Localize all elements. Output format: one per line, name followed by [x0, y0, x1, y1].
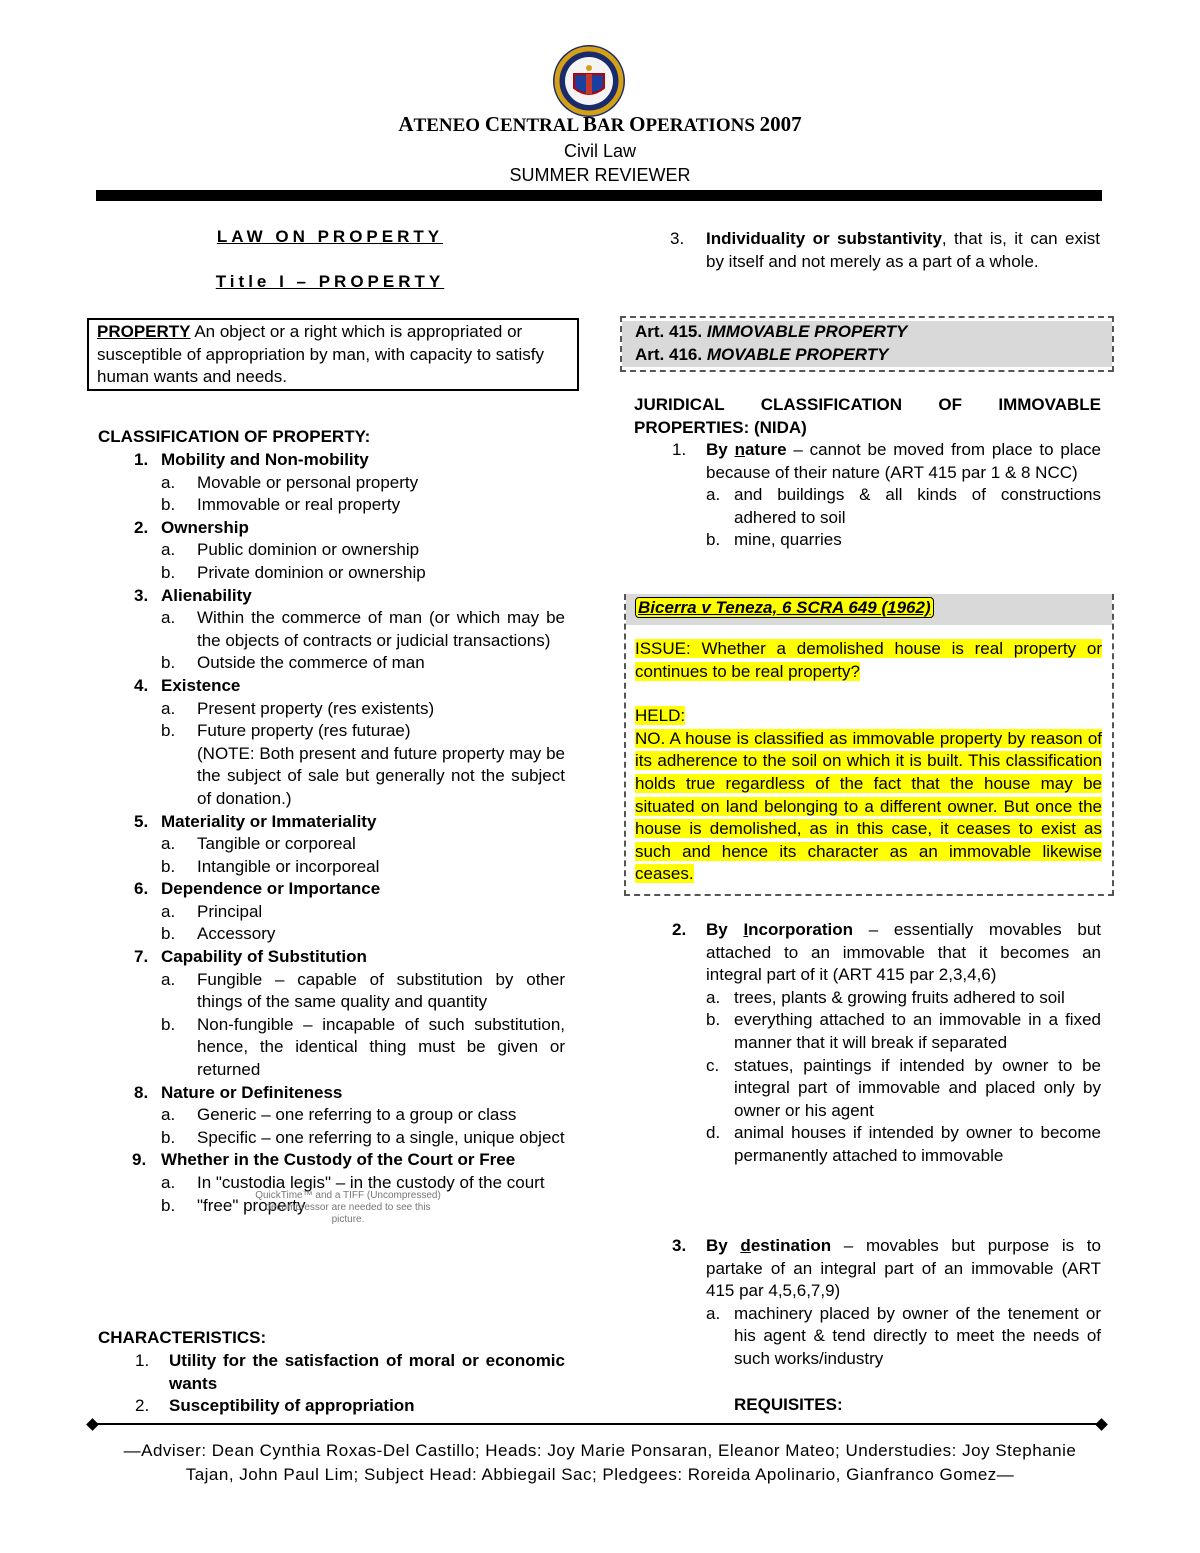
- title-i: Title I – PROPERTY: [215, 272, 445, 291]
- classification-title: 6. Dependence or Importance: [134, 879, 381, 899]
- by-nature-subs: [634, 484, 1101, 552]
- sub-item: b. Accessory: [161, 924, 276, 944]
- sub-item: c. statues, paintings if intended by owner to be integral part of immovable and placed only by owner or his agent: [706, 1055, 1101, 1120]
- classification-heading: CLASSIFICATION OF PROPERTY:: [98, 427, 371, 446]
- sub-item: a. Fungible – capable of substitution by other things of the same quality and quantity: [161, 969, 565, 1012]
- definition-term: PROPERTY: [97, 322, 191, 341]
- sub-item: b. "free" property: [161, 1195, 306, 1215]
- sub-item: a. machinery placed by owner of the tenement or his agent & tend directly to meet the needs of such works/industry: [706, 1303, 1101, 1368]
- by-incorporation-subs: [634, 987, 1101, 1168]
- characteristic-item: 2. Susceptibility of appropriation: [135, 1396, 415, 1416]
- footer-rule: [92, 1423, 1102, 1425]
- characteristics-heading: CHARACTERISTICS:: [98, 1328, 267, 1347]
- by-nature-item: 1. By nature – cannot be moved from place to place because of their nature (ART 415 par 1 & 8 NCC) a. and buildings & all kinds of constructions adhered to soil b. mine, quarries: [634, 439, 1101, 552]
- classification-item: [98, 878, 565, 946]
- header-subject: Civil Law: [563, 141, 637, 161]
- classification-item: [98, 517, 565, 585]
- characteristic-3: 3. Individuality or substantivity, that is, it can exist by itself and not merely as a part of a whole.: [670, 229, 1101, 271]
- law-title: LAW ON PROPERTY: [216, 227, 444, 246]
- classification-list: [98, 449, 565, 1217]
- classification-title: 4. Existence: [134, 675, 241, 695]
- sub-item: b. Future property (res futurae): [161, 721, 411, 741]
- classification-item: [98, 449, 565, 517]
- sub-item: a. Tangible or corporeal: [161, 834, 356, 854]
- sub-item: b. Immovable or real property: [161, 495, 401, 515]
- sub-item: a. Within the commerce of man (or which may be the objects of contracts or judicial transactions): [161, 608, 565, 650]
- classification-title: 3. Alienability: [134, 585, 252, 605]
- case-box: [624, 594, 1114, 896]
- sub-item: a. trees, plants & growing fruits adhered to soil: [706, 987, 1065, 1007]
- sub-item: (NOTE: Both present and future property may be the subject of sale but generally not the subject of donation.): [197, 743, 565, 808]
- footer-diamond-right: [1095, 1418, 1108, 1431]
- by-destination-subs: [634, 1303, 1101, 1371]
- case-title: Bicerra v Teneza, 6 SCRA 649 (1962): [635, 597, 934, 618]
- case-held-label: HELD:: [635, 706, 686, 726]
- classification-title: 7. Capability of Substitution: [134, 947, 367, 967]
- art-415-label: Art. 415.: [635, 322, 707, 341]
- juridical-heading: JURIDICAL CLASSIFICATION OF IMMOVABLE PROPERTIES: (NIDA): [634, 395, 1101, 437]
- sub-item: b. mine, quarries: [706, 530, 842, 550]
- by-incorporation-item: 2. By Incorporation – essentially movables but attached to an immovable that it becomes an integral part of it (ART 415 par 2,3,4,6) a. trees, plants & growing fruits adhered to soil b. everything attached to an immovable in a fixed manner that it will break if separated c. statues, paintings if intended by owner to be integral part of immovable and placed only by owner or his agent d. animal houses if intended by owner to become permanently attached to immovable: [634, 919, 1101, 1168]
- sub-item: b. Outside the commerce of man: [161, 653, 425, 673]
- case-issue: ISSUE: Whether a demolished house is real property or continues to be real property?: [635, 639, 1102, 681]
- classification-title: 2. Ownership: [134, 517, 249, 537]
- sub-item: d. animal houses if intended by owner to become permanently attached to immovable: [706, 1123, 1101, 1165]
- sub-item: a. Present property (res existents): [161, 698, 435, 718]
- sub-item: a. In "custodia legis" – in the custody of the court: [161, 1173, 545, 1192]
- case-held-text: NO. A house is classified as immovable property by reason of its adherence to the soil on which it is built. This classification holds true regardless of the fact that the house may be situated on land belonging to a different owner. But once the house is demolished, as in this case, it ceases to exist as such and hence its character as an immovable likewise ceases.: [635, 728, 1102, 884]
- sub-item: a. and buildings & all kinds of constructions adhered to soil: [706, 485, 1101, 527]
- quicktime-placeholder: QuickTime™ and a TIFF (Uncompressed) decompressor are needed to see this picture.: [255, 1190, 441, 1225]
- sub-item: b. everything attached to an immovable in a fixed manner that it will break if separated: [706, 1010, 1101, 1052]
- classification-title: 1. Mobility and Non-mobility: [134, 450, 369, 469]
- requisites-heading: REQUISITES:: [734, 1395, 843, 1414]
- ateneo-seal-logo: [552, 44, 626, 118]
- property-definition-box: [87, 318, 579, 391]
- sub-item: a. Generic – one referring to a group or class: [161, 1105, 517, 1125]
- classification-item: [98, 585, 565, 675]
- sub-item: b. Intangible or incorporeal: [161, 856, 380, 876]
- sub-item: b. Private dominion or ownership: [161, 562, 426, 582]
- classification-item: [98, 811, 565, 879]
- art-416-title: MOVABLE PROPERTY: [706, 344, 889, 364]
- footer-line-2: Tajan, John Paul Lim; Subject Head: Abbiegail Sac; Pledgees: Roreida Apolinario, Gianfranco Gomez—: [185, 1465, 1015, 1484]
- header-rule: [96, 190, 1102, 201]
- art-415-title: IMMOVABLE PROPERTY: [706, 322, 908, 341]
- by-destination-item: 3. By destination – movables but purpose is to partake of an integral part of an immovable (ART 415 par 4,5,6,7,9) a. machinery placed by owner of the tenement or his agent & tend directly to meet the needs of such works/industry: [634, 1235, 1101, 1371]
- footer-credits: [100, 1439, 1100, 1487]
- classification-item: [98, 675, 565, 811]
- article-box: [620, 316, 1114, 372]
- sub-item: a. Public dominion or ownership: [161, 540, 420, 560]
- sub-item: b. Specific – one referring to a single, unique object: [161, 1127, 565, 1147]
- classification-title: 5. Materiality or Immateriality: [134, 811, 377, 831]
- art-416-label: Art. 416.: [635, 344, 707, 364]
- classification-title: 9. Whether in the Custody of the Court or Free: [132, 1150, 516, 1170]
- characteristic-item: 1. Utility for the satisfaction of moral or economic wants: [135, 1351, 565, 1393]
- definition-text: An object or a right which is appropriated or susceptible of appropriation by man, with capacity to satisfy human wants and needs.: [97, 322, 544, 387]
- footer-line-1: —Adviser: Dean Cynthia Roxas-Del Castillo; Heads: Joy Marie Ponsaran, Eleanor Mateo; Understudies: Joy Stephanie: [123, 1441, 1077, 1460]
- sub-item: a. Movable or personal property: [161, 472, 419, 492]
- header-reviewer: SUMMER REVIEWER: [509, 165, 691, 185]
- classification-item: [98, 1082, 565, 1150]
- footer-diamond-left: [86, 1418, 99, 1431]
- sub-item: b. Non-fungible – incapable of such substitution, hence, the identical thing must be given or returned: [161, 1014, 565, 1080]
- header-organization: ATENEO CENTRAL BAR OPERATIONS 2007: [398, 112, 802, 136]
- sub-item: a. Principal: [161, 901, 263, 921]
- classification-item: [98, 946, 565, 1082]
- classification-title: 8. Nature or Definiteness: [134, 1082, 343, 1102]
- characteristics-list: [98, 1350, 565, 1418]
